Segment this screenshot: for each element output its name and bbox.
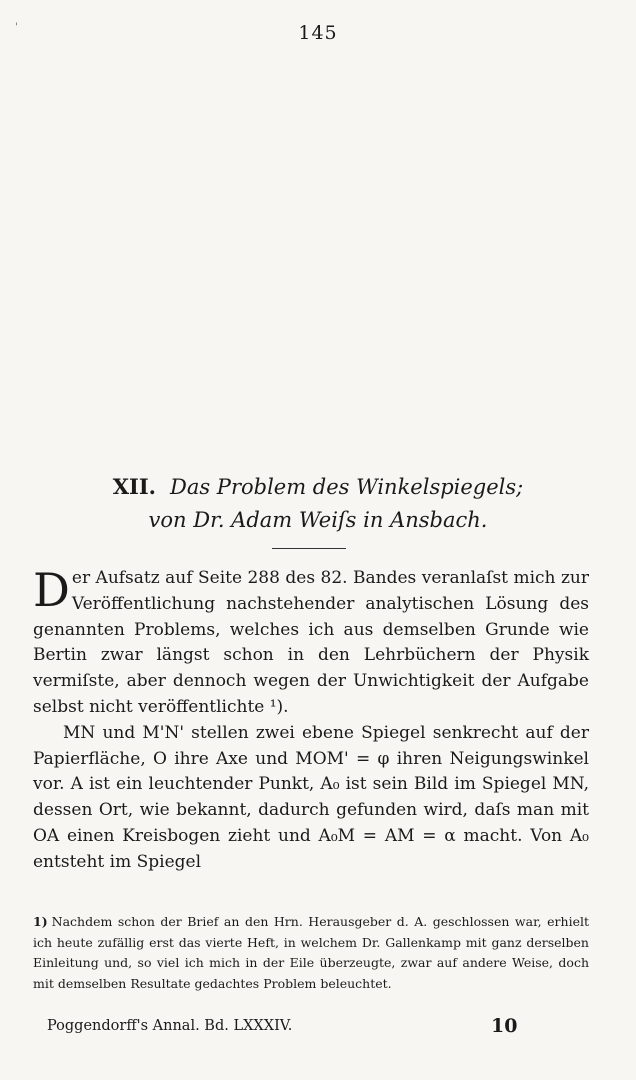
signature-mark: 10: [491, 1015, 518, 1037]
footnote-marker: 1): [33, 914, 48, 929]
article-body: [33, 563, 589, 876]
title-line-1: [0, 470, 636, 504]
title-text: Das Problem des Winkelspiegels;: [170, 475, 524, 499]
journal-reference: Poggendorff's Annal. Bd. LXXXIV.: [47, 1018, 293, 1034]
chapter-numeral: XII.: [112, 474, 156, 499]
title-divider: [272, 548, 346, 549]
stray-mark: ': [15, 22, 18, 33]
drop-cap: D: [33, 563, 70, 617]
paragraph-1: [33, 563, 589, 721]
footnote: [33, 912, 589, 994]
page-number: 145: [298, 22, 338, 44]
paragraph-1-text: er Aufsatz auf Seite 288 des 82. Bandes veranlaſst mich zur Veröffentlichung nachstehender analytischen Lösung des genannten Problems, welches ich aus demselben Grunde wie Bertin zwar längst schon in den Lehrbüchern der Physik vermiſste, aber dennoch wegen der Unwichtigkeit der Aufgabe selbst nicht veröffentlichte ¹).: [33, 568, 589, 717]
article-title: [0, 470, 636, 537]
paragraph-2: MN und M'N' stellen zwei ebene Spiegel senkrecht auf der Papierfläche, O ihre Axe und MOM' = φ ihren Neigungswinkel vor. A ist ein leuchtender Punkt, A₀ ist sein Bild im Spiegel MN, dessen Ort, wie bekannt, dadurch gefunden wird, daſs man mit OA einen Kreisbogen zieht und A₀M = AM = α macht. Von A₀ entsteht im Spiegel: [33, 722, 589, 872]
footnote-text: Nachdem schon der Brief an den Hrn. Herausgeber d. A. geschlossen war, erhielt ich heute zufällig erst das vierte Heft, in welchem Dr. Gallenkamp mit ganz derselben Einleitung und, so viel ich mich in der Eile überzeugte, zwar auf andere Weise, doch mit demselben Resultate gedachtes Problem beleuchtet.: [33, 914, 589, 991]
title-line-2: von Dr. Adam Weiſs in Ansbach.: [148, 508, 488, 532]
